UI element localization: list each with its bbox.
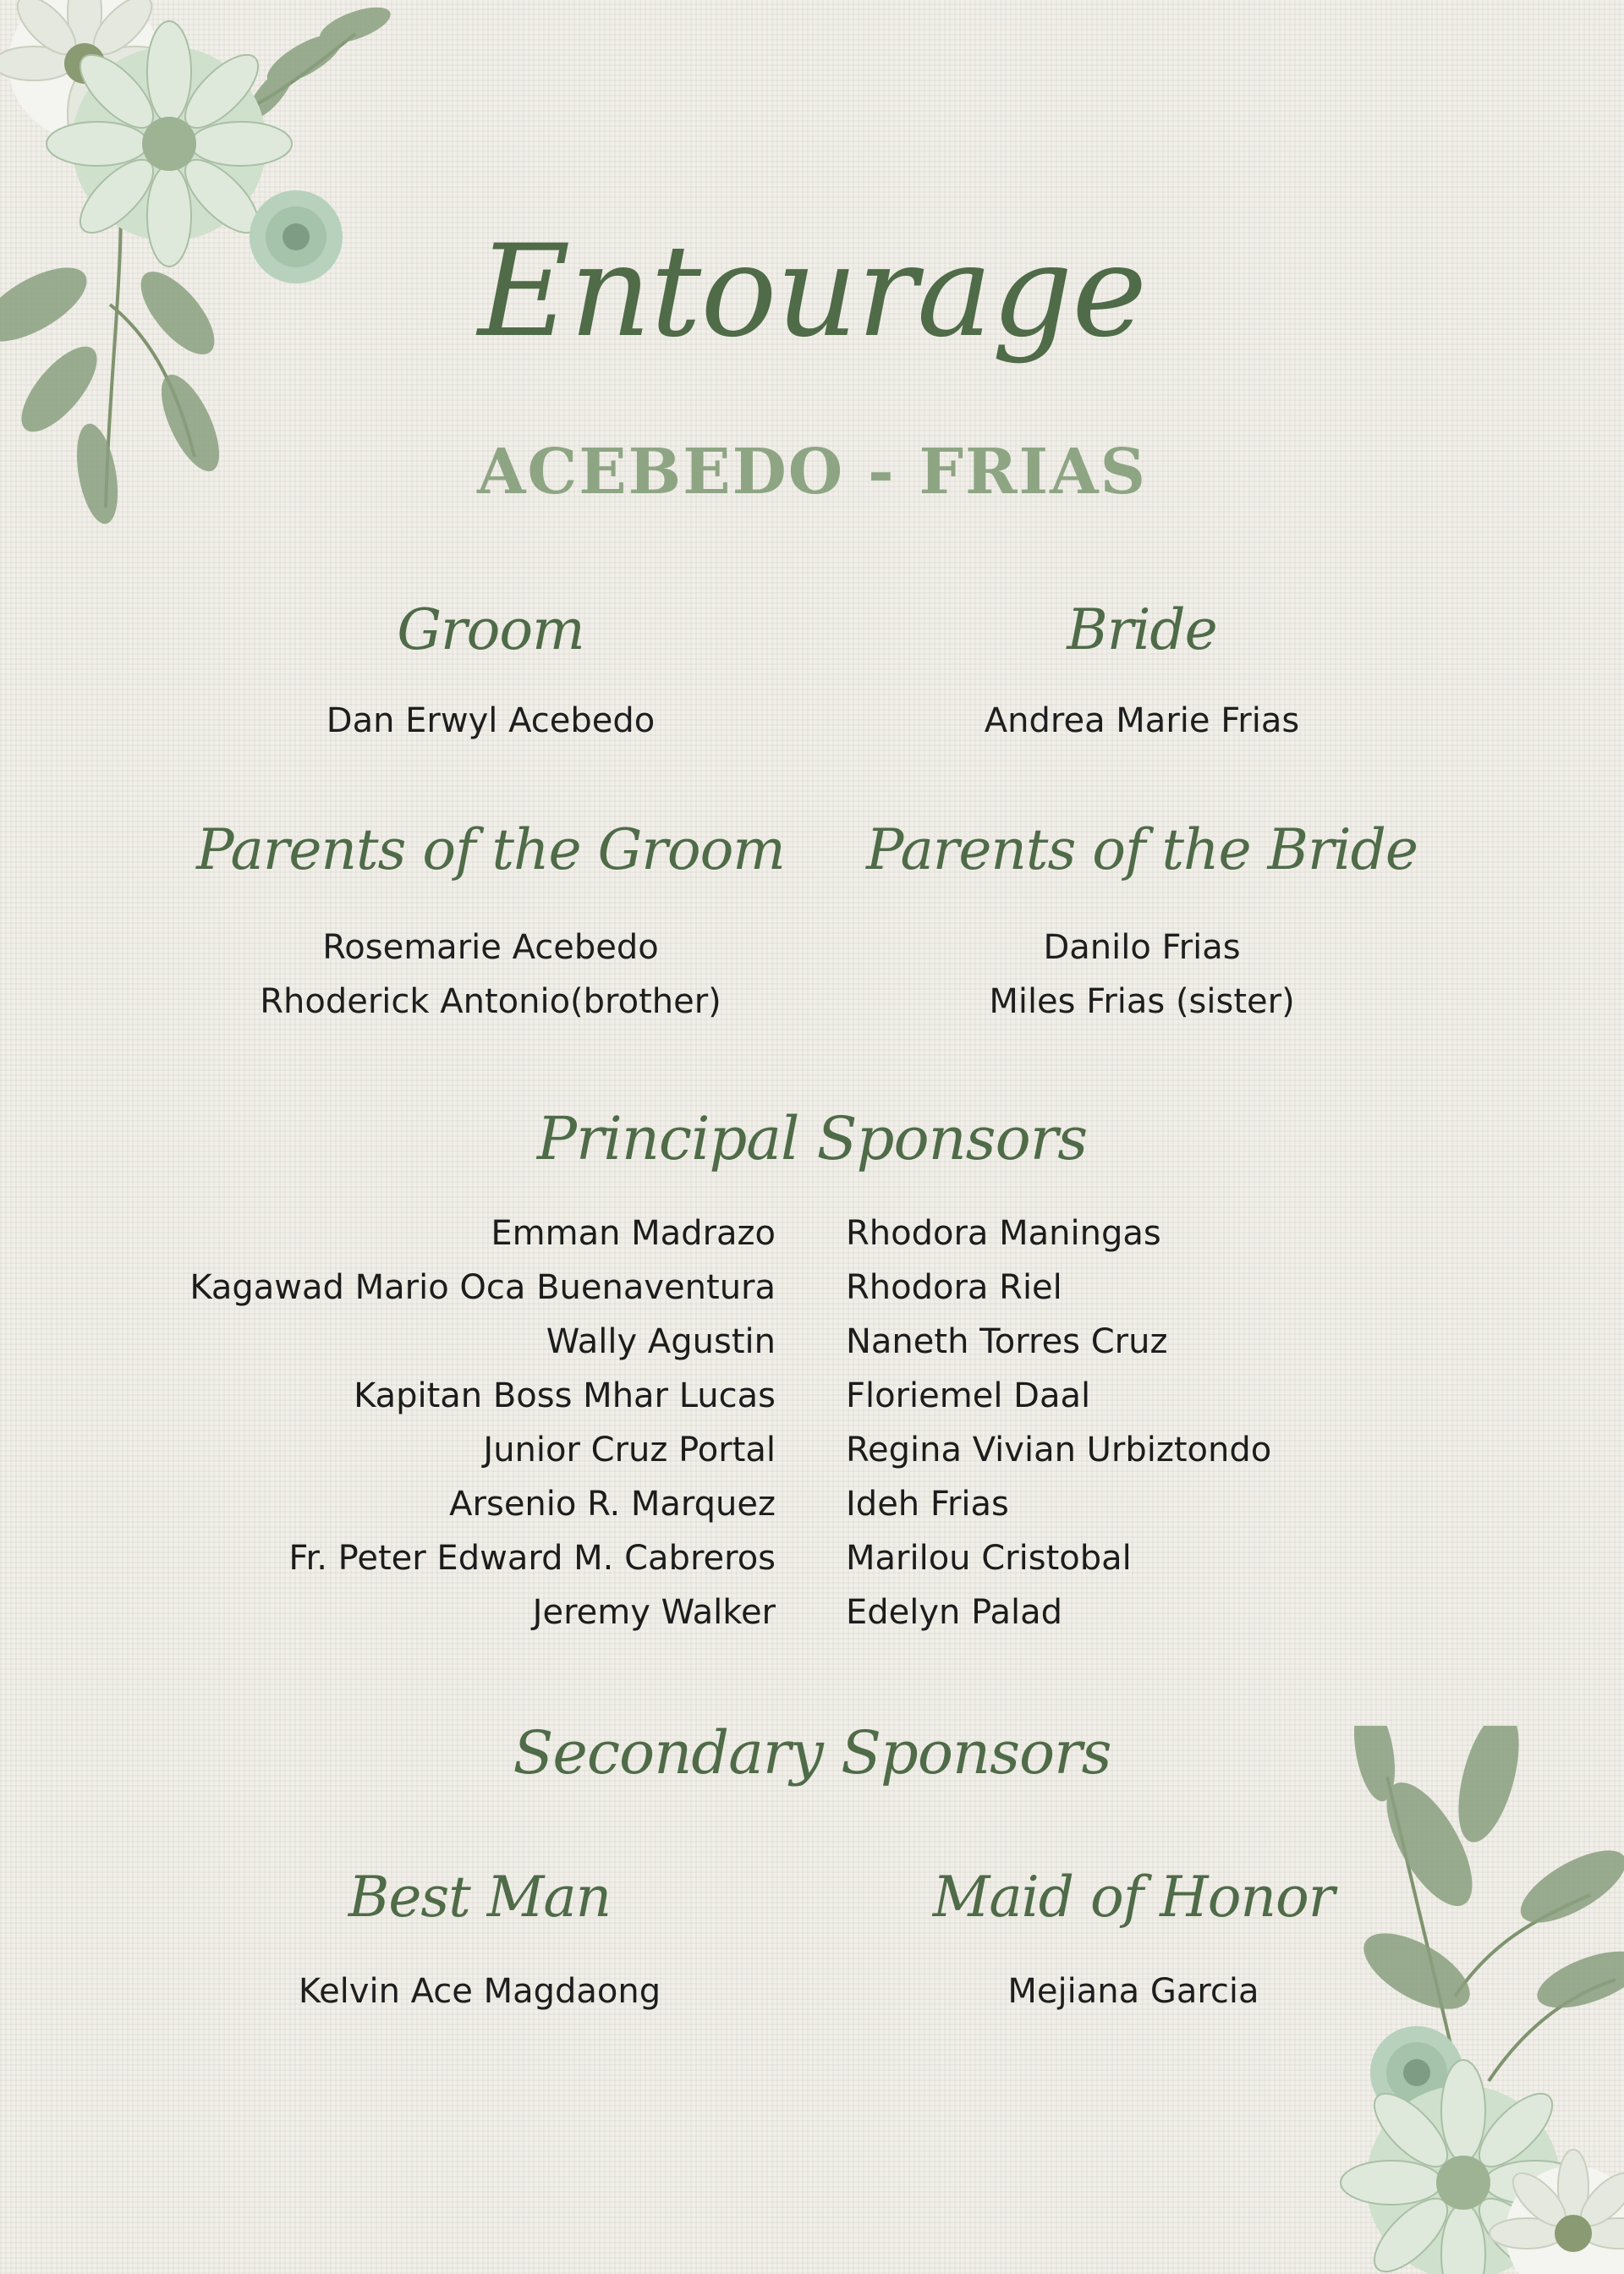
page-title: Entourage — [477, 218, 1147, 365]
principal-sponsors-right-list — [846, 1206, 1271, 1640]
parents-bride-name-2: Miles Frias (sister) — [989, 982, 1295, 1021]
sponsor-name: Regina Vivian Urbiztondo — [846, 1431, 1272, 1469]
groom-heading: Groom — [397, 597, 584, 662]
sponsor-name: Floriemel Daal — [846, 1376, 1091, 1415]
sponsor-name: Emman Madrazo — [491, 1214, 776, 1253]
sponsor-name: Fr. Peter Edward M. Cabreros — [288, 1539, 776, 1578]
couple-names: ACEBEDO - FRIAS — [476, 436, 1148, 508]
sponsor-name: Kagawad Mario Oca Buenaventura — [189, 1268, 776, 1307]
secondary-sponsors-heading: Secondary Sponsors — [513, 1718, 1111, 1788]
sponsor-name: Wally Agustin — [546, 1322, 776, 1361]
bride-name: Andrea Marie Frias — [984, 701, 1300, 740]
maid-of-honor-heading: Maid of Honor — [932, 1865, 1335, 1930]
best-man-heading: Best Man — [348, 1865, 612, 1930]
maid-of-honor-name: Mejiana Garcia — [1007, 1972, 1259, 2011]
sponsor-name: Kapitan Boss Mhar Lucas — [354, 1376, 776, 1415]
sponsor-name: Naneth Torres Cruz — [846, 1322, 1168, 1361]
parents-bride-heading: Parents of the Bride — [866, 817, 1418, 882]
sponsor-name: Marilou Cristobal — [846, 1539, 1132, 1578]
groom-name: Dan Erwyl Acebedo — [326, 701, 656, 740]
bride-heading: Bride — [1067, 597, 1217, 662]
principal-sponsors-left-list — [189, 1206, 776, 1640]
sponsor-name: Edelyn Palad — [846, 1593, 1062, 1632]
parents-groom-heading: Parents of the Groom — [196, 817, 785, 882]
best-man-name: Kelvin Ace Magdaong — [298, 1972, 661, 2011]
sponsor-name: Arsenio R. Marquez — [449, 1485, 776, 1524]
sponsor-name: Rhodora Maningas — [846, 1214, 1161, 1253]
sponsor-name: Rhodora Riel — [846, 1268, 1062, 1307]
parents-groom-name-1: Rosemarie Acebedo — [322, 928, 659, 967]
parents-bride-name-1: Danilo Frias — [1043, 928, 1241, 967]
principal-sponsors-heading: Principal Sponsors — [536, 1104, 1088, 1173]
sponsor-name: Ideh Frias — [846, 1485, 1009, 1524]
sponsor-name: Jeremy Walker — [532, 1593, 776, 1632]
parents-groom-name-2: Rhoderick Antonio(brother) — [260, 982, 721, 1021]
sponsor-name: Junior Cruz Portal — [483, 1431, 776, 1469]
